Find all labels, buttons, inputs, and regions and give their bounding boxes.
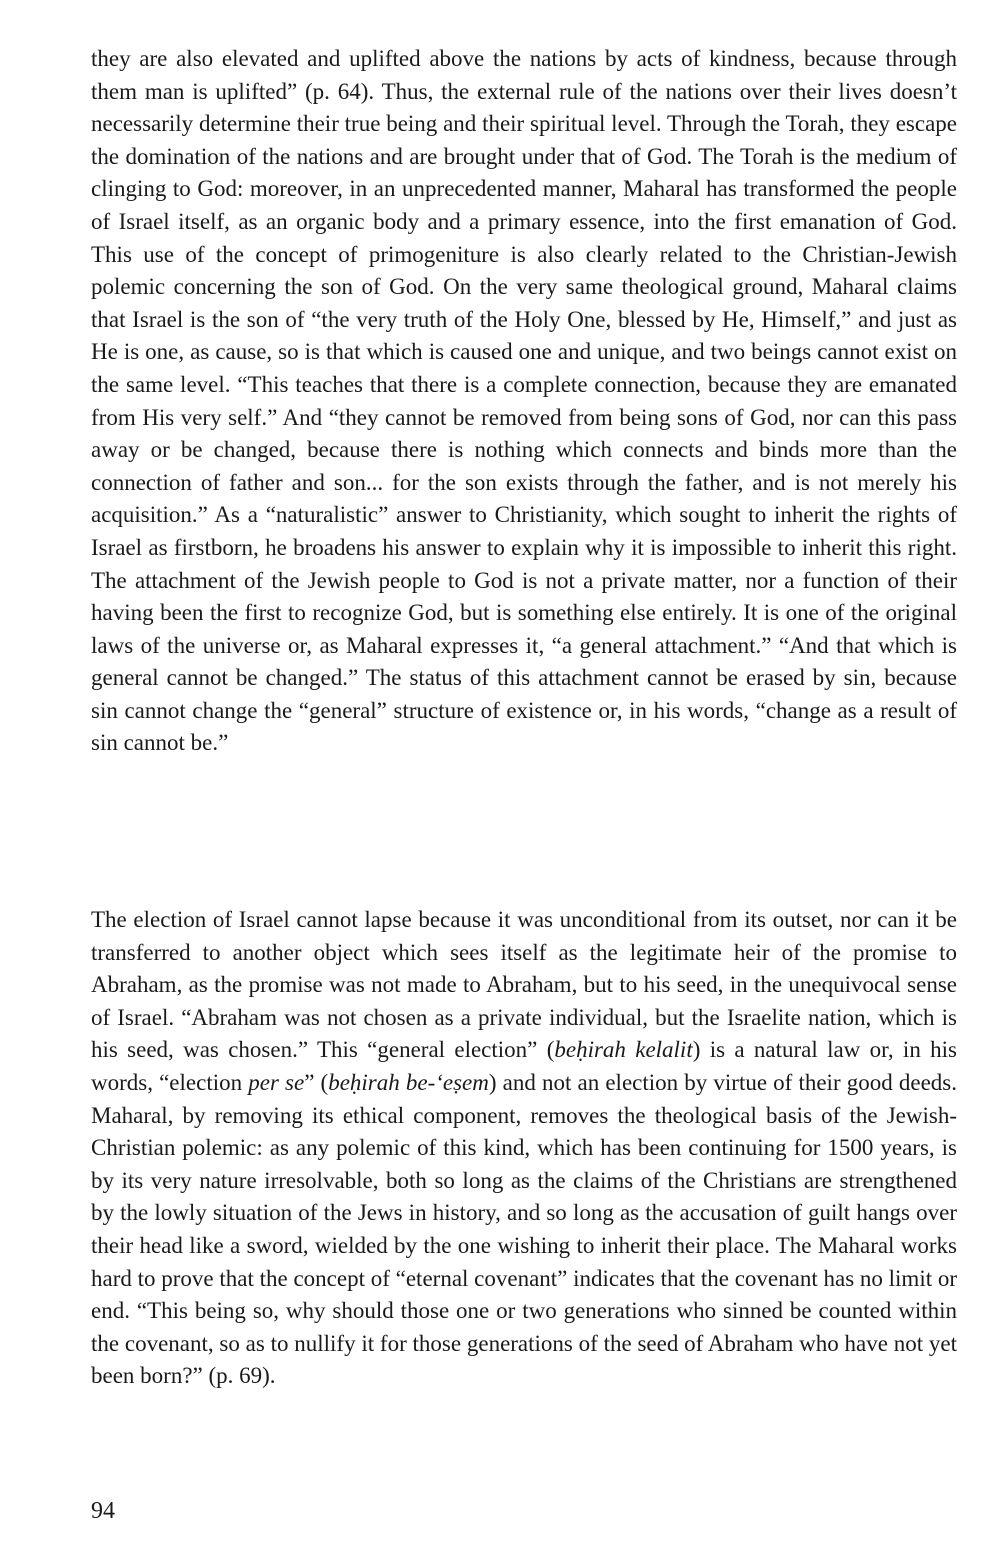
- paragraph-2-text-d: ) and not an election by virtue of their good deeds. Maharal, by removing its ethical component, removes the theological basis of the Jewish-Christian polemic: as any polemic of this kind, which has been continuing for 1500 years, is by its very nature irresolvable, both so long as the claims of the Christians are strengthened by the lowly situation of the Jews in history, and so long as the accusation of guilt hangs over their head like a sword, wielded by the one wishing to inherit their place. The Maharal works hard to prove that the concept of “eternal covenant” indicates that the covenant has no limit or end. “This being so, why should those one or two generations who sinned be counted within the covenant, so as to nullify it for those generations of the seed of Abraham who have not yet been born?” (p. 69).: [91, 1069, 958, 1389]
- paragraph-2-text-b: ) is a natural law or, in his words, “election: [91, 1037, 957, 1095]
- paragraph-2-text-a: The election of Israel cannot lapse because it was unconditional from its outset, nor can it be transferred to another object which sees itself as the legitimate heir of the promise to Abraham, as the promise was not made to Abraham, but to his seed, in the unequivocal sense of Israel. “Abraham was not chosen as a private individual, but the Israelite nation, which is his seed, was chosen.” This “general election” (: [91, 907, 957, 1063]
- paragraph-2: [91, 904, 957, 1393]
- paragraph-1: they are also elevated and uplifted above the nations by acts of kindness, because through them man is uplifted” (p. 64). Thus, the external rule of the nations over their lives doesn’t necessarily determine their true being and their spiritual level. Through the Torah, they escape the domination of the nations and are brought under that of God. The Torah is the medium of clinging to God: moreover, in an unprecedented manner, Maharal has transformed the people of Israel itself, as an organic body and a primary essence, into the first emanation of God. This use of the concept of primogeniture is also clearly related to the Christian-Jewish polemic concerning the son of God. On the very same theological ground, Maharal claims that Israel is the son of “the very truth of the Holy One, blessed by He, Himself,” and just as He is one, as cause, so is that which is caused one and unique, and two beings cannot exist on the same level. “This teaches that there is a complete connection, because they are emanated from His very self.” And “they cannot be removed from being sons of God, nor can this pass away or be changed, because there is nothing which connects and binds more than the connection of father and son... for the son exists through the father, and is not merely his acquisition.” As a “naturalistic” answer to Christianity, which sought to inherit the rights of Israel as firstborn, he broadens his answer to explain why it is impossible to inherit this right. The attachment of the Jewish people to God is not a private matter, nor a function of their having been the first to recognize God, but is something else entirely. It is one of the original laws of the universe or, as Maharal expresses it, “a general attachment.” “And that which is general cannot be changed.” The status of this attachment cannot be erased by sin, because sin cannot change the “general” structure of existence or, in his words, “change as a result of sin cannot be.”: [91, 46, 957, 756]
- paragraph-2-italic-per-se: per se: [248, 1069, 305, 1095]
- page-number: 94: [91, 1498, 115, 1524]
- paragraph-2-italic-behirah-be-esem: beḥirah be-‘eṣem: [328, 1069, 489, 1095]
- paragraph-2-italic-behirah-kelalit: beḥirah kelalit: [554, 1037, 693, 1063]
- paragraph-2-text-c: ” (: [304, 1069, 329, 1095]
